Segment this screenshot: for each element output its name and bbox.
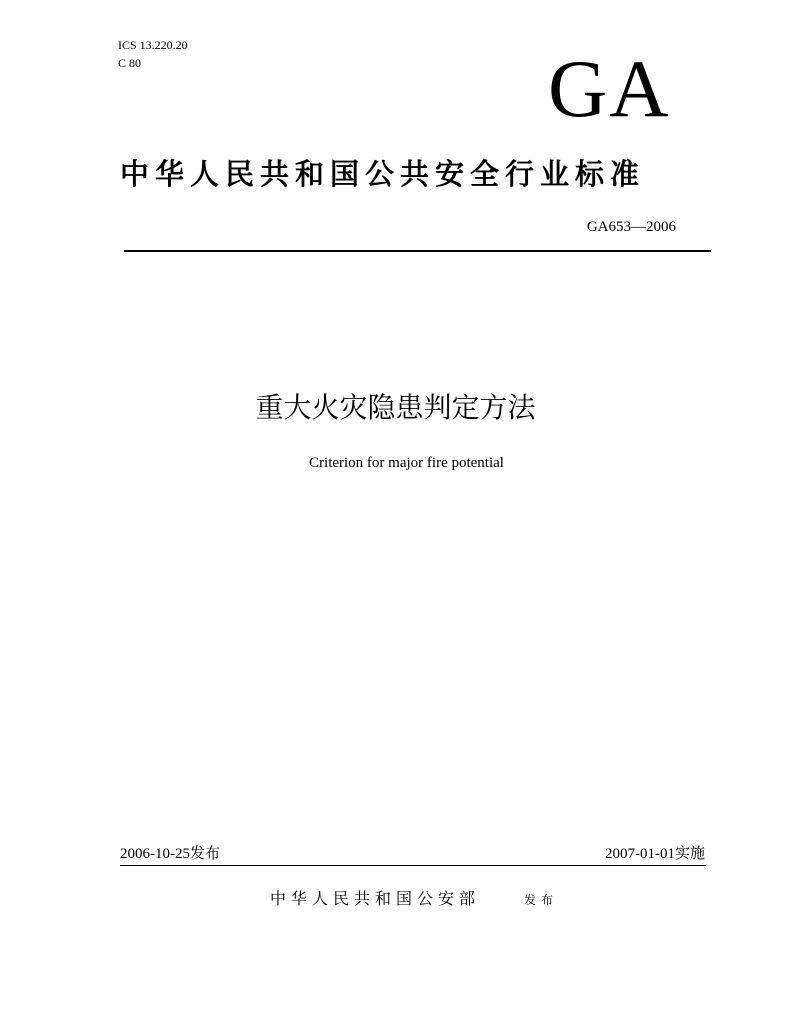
standard-number: GA653—2006 xyxy=(586,219,676,235)
document-subtitle: Criterion for major fire potential xyxy=(309,455,504,471)
implementation-date: 2007-01-01 xyxy=(604,846,675,862)
ics-code: ICS 13.220.20 xyxy=(118,38,188,52)
ga-logo: GA xyxy=(548,43,671,134)
issue-word: 发布 xyxy=(190,844,221,862)
standard-title: 中华人民共和国公共安全行业标准 xyxy=(120,157,646,191)
bottom-divider xyxy=(120,865,706,866)
issuer-name: 中华人民共和国公安部 xyxy=(270,889,481,908)
issue-date: 2006-10-25 xyxy=(120,846,190,862)
ccs-code: C 80 xyxy=(118,56,142,70)
issuer-action: 发布 xyxy=(524,893,559,907)
top-divider xyxy=(124,250,711,252)
issue-date-line xyxy=(120,843,220,864)
document-title: 重大火灾隐患判定方法 xyxy=(255,391,536,424)
implementation-word: 实施 xyxy=(674,844,705,862)
implementation-date-line xyxy=(605,843,705,864)
